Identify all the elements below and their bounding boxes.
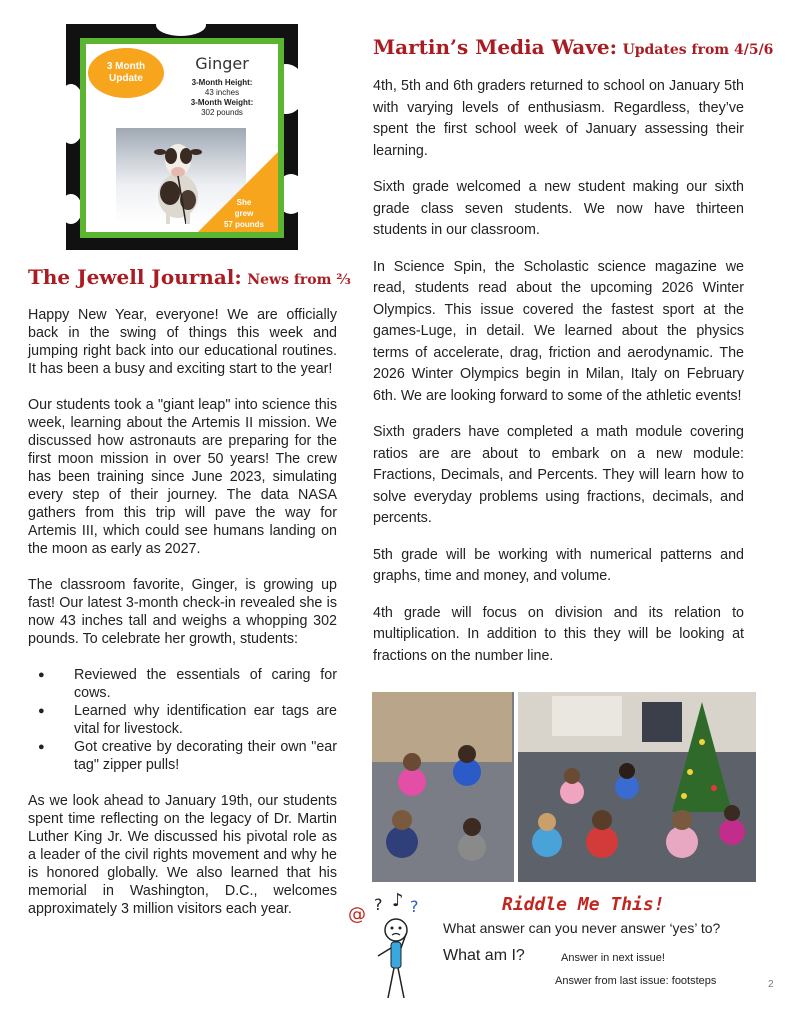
height-value: 43 inches <box>204 88 240 97</box>
jewell-closing: As we look ahead to January 19th, our students spent time reflecting on the legacy of Dr. Martin Luther King Jr. We discussed his pivotal role as a leader of the civil rights movement and why he is honored globally. We also learned that his memorial in Washington, D.C., welcomes approximately 3 million visitors each year. <box>28 793 337 917</box>
jewell-subtitle: News from ⅔ <box>247 272 351 288</box>
ginger-card <box>80 38 284 238</box>
martin-heading <box>373 35 773 59</box>
martin-column <box>373 76 744 682</box>
classroom-photo <box>372 692 756 882</box>
martin-paragraph: 4th grade will focus on division and its relation to multiplication. In addition to this they will be looking at fractions on the number line. <box>373 604 744 664</box>
stick-figure-icon <box>348 886 438 1006</box>
weight-label: 3-Month Weight: <box>190 98 254 107</box>
riddle-next-issue-note: Answer in next issue! <box>561 952 665 964</box>
martin-paragraph: 5th grade will be working with numerical patterns and graphs, time and money, and volume. <box>373 546 744 584</box>
martin-paragraph: Sixth graders have completed a math module covering ratios are are about to embark on a new module: Fractions, Decimals, and Percents. They will learn how to solve everyday problems using fractions, decimals, and percents. <box>373 424 744 526</box>
ginger-activities-list <box>28 666 337 774</box>
cow-name: Ginger <box>195 54 249 73</box>
list-item: ● Learned why identification ear tags are vital for livestock. <box>28 702 337 738</box>
jewell-paragraph: Happy New Year, everyone! We are officially back in the swing of things this week and jumping right back into our educational routines. It has been a busy and exciting start to the year! <box>28 307 337 377</box>
jewell-column <box>28 306 337 936</box>
jewell-paragraph: Our students took a "giant leap" into science this week, learning about the Artemis II mission. We discussed how astronauts are preparing for the first moon mission in over 50 years! The crew has been training since June 2023, simulating every step of their journey. The data NASA gathers from this trip will pave the way for Artemis III, which could see humans landing on the moon as early as 2027. <box>28 397 337 557</box>
ginger-update-graphic <box>66 24 298 250</box>
martin-paragraph: 4th, 5th and 6th graders returned to school on January 5th with varying levels of enthusiasm. Regardless, they’ve spent the first school week of January assessing their learning. <box>373 78 744 159</box>
martin-subtitle: Updates from 4/5/6 <box>622 42 774 58</box>
svg-text:♪: ♪ <box>392 890 404 911</box>
weight-value: 302 pounds <box>201 108 243 117</box>
growth-note: She grew 57 pounds <box>223 198 264 229</box>
list-item: ● Reviewed the essentials of caring for cows. <box>28 666 337 702</box>
list-item: ● Got creative by decorating their own "ear tag" zipper pulls! <box>28 738 337 774</box>
jewell-paragraph: The classroom favorite, Ginger, is growing up fast! Our latest 3-month check-in revealed she is now 43 inches tall and weighs a whopping 302 pounds. To celebrate her growth, students: <box>28 577 337 647</box>
riddle-prompt: What am I? <box>443 947 525 964</box>
svg-text:?: ? <box>374 895 383 914</box>
jewell-heading <box>28 265 351 289</box>
riddle-last-answer: Answer from last issue: footsteps <box>555 975 717 987</box>
svg-text:?: ? <box>410 897 419 916</box>
martin-paragraph: In Science Spin, the Scholastic science magazine we read, students read about the upcoming 2026 Winter Olympics. This issue covered the fastest sport at the games-Luge, in detail. We learned about the physics terms of accelerate, drag, friction and aerodynamic. The 2026 Winter Olympics begin in Milan, Italy on February 6th. We are looking forward to some of the athletic events! <box>373 258 744 404</box>
classroom-image <box>372 692 756 882</box>
svg-text:@: @ <box>348 904 366 925</box>
jewell-title: The Jewell Journal: <box>28 265 242 289</box>
height-label: 3-Month Height: <box>191 78 253 87</box>
update-badge: 3 Month Update <box>88 48 164 98</box>
riddle-title: Riddle Me This! <box>502 894 665 915</box>
riddle-question: What answer can you never answer ‘yes’ to? <box>443 920 721 936</box>
martin-title: Martin’s Media Wave: <box>373 35 617 59</box>
martin-paragraph: Sixth grade welcomed a new student making our sixth grade class seven students. We now have thirteen students in our classroom. <box>373 179 744 238</box>
page-number: 2 <box>768 979 774 990</box>
